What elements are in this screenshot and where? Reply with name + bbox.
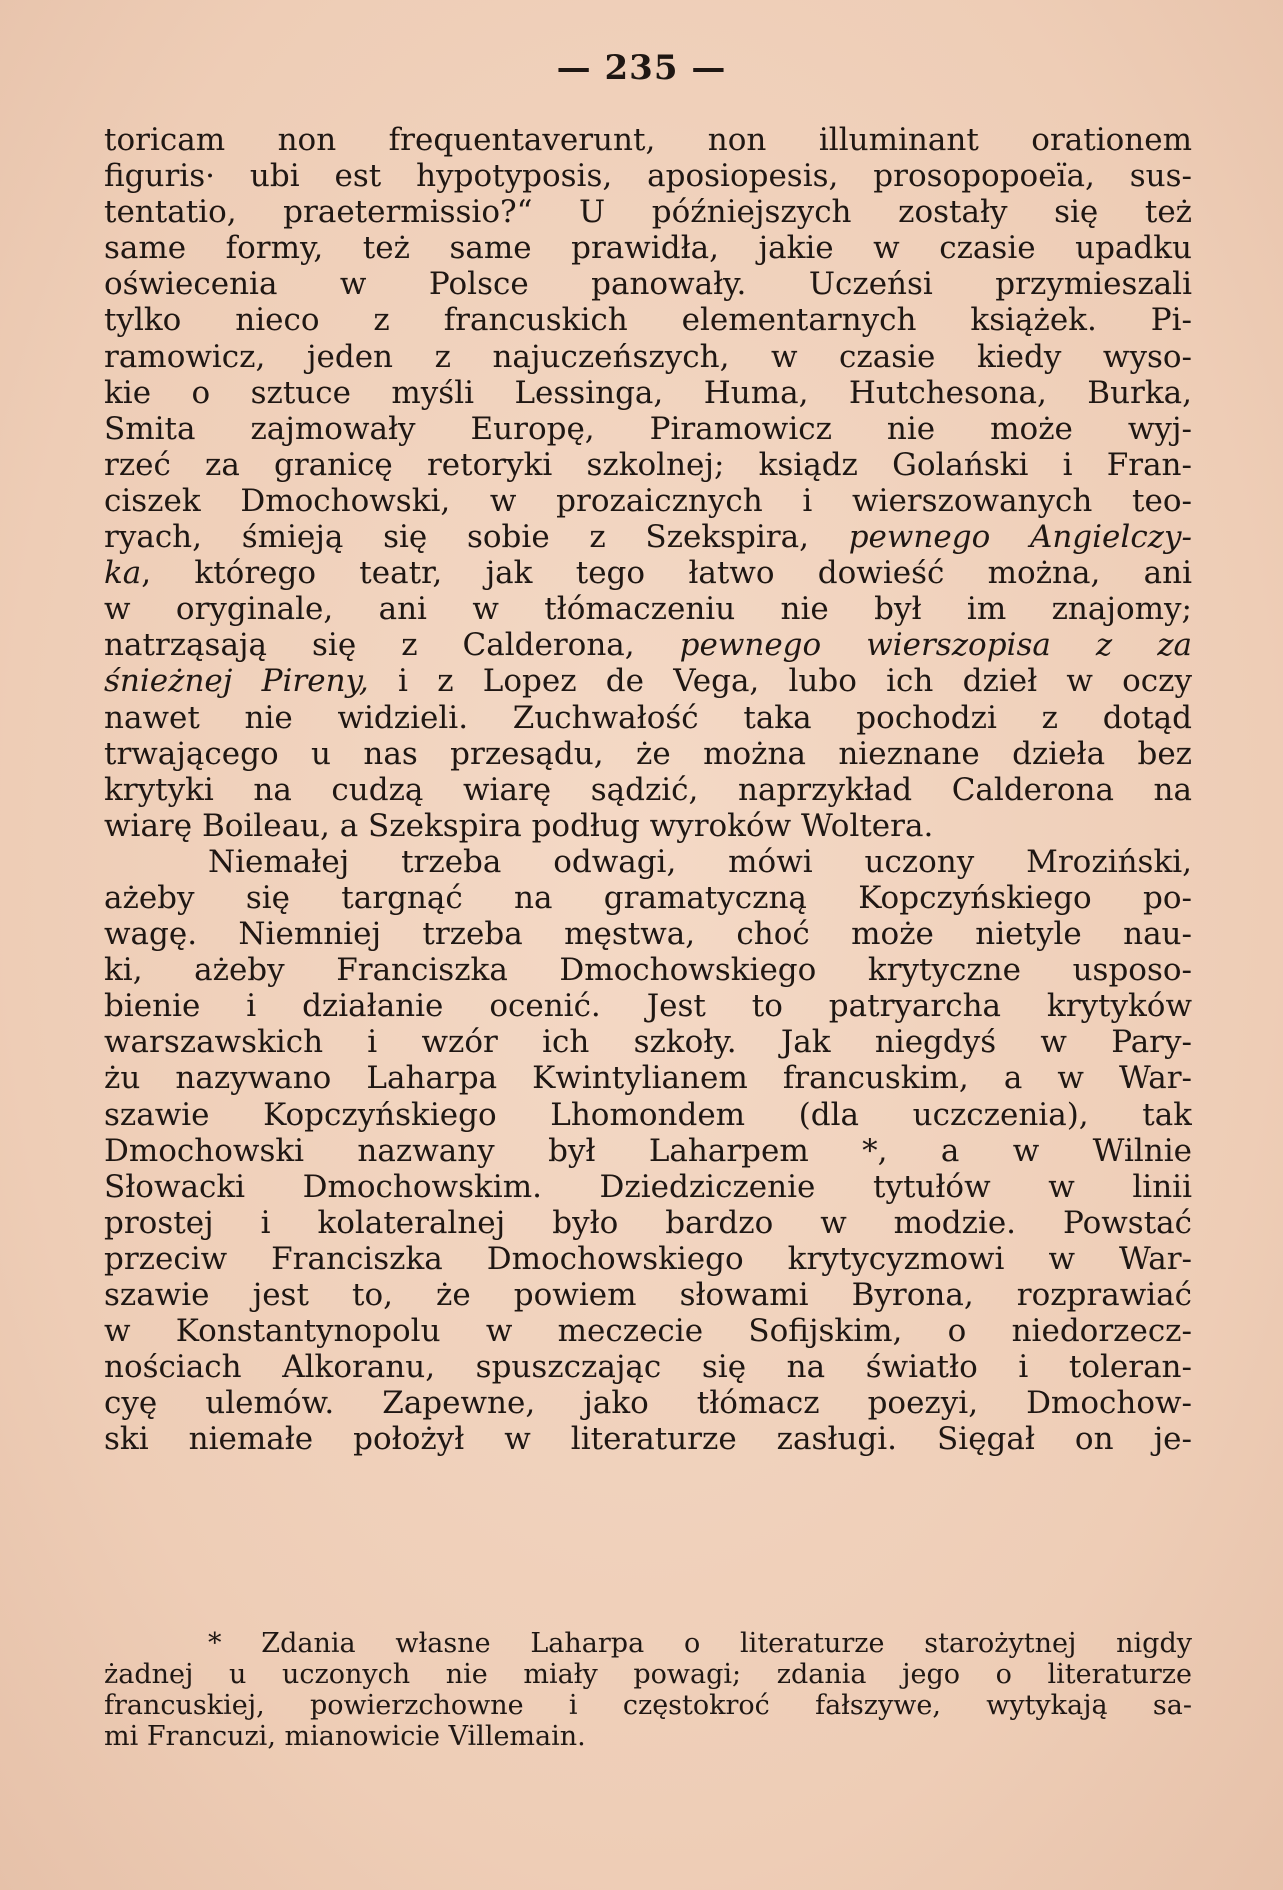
italic-phrase: ka [104, 555, 142, 592]
text-line: przeciw Franciszka Dmochowskiego krytycyzmowi w War- [104, 1240, 1192, 1277]
page-number: — 235 — [556, 48, 727, 88]
text-line: ramowicz, jeden z najuczeńszych, w czasie kiedy wyso- [104, 338, 1192, 375]
text-line: tylko nieco z francuskich elementarnych książek. Pi- [104, 302, 1192, 339]
text-line: figuris· ubi est hypotyposis, aposiopesis, prosopopoeïa, sus- [104, 158, 1192, 195]
text-line: cyę ulemów. Zapewne, jako tłómacz poezyi, Dmochow- [104, 1385, 1192, 1422]
footnote-line: francuskiej, powierzchowne i częstokroć fałszywe, wytykają sa- [104, 1690, 1192, 1721]
italic-phrase: śnieżnej Pireny, [104, 663, 369, 700]
text-line: w oryginale, ani w tłómaczeniu nie był im znajomy; [104, 591, 1192, 628]
text-line: oświecenia w Polsce panowały. Uczeńsi przymieszali [104, 266, 1192, 303]
text-line: kie o sztuce myśli Lessinga, Huma, Hutchesona, Burka, [104, 374, 1192, 411]
text-line [104, 519, 1192, 555]
text-segment: natrząsają się z Calderona, [104, 627, 680, 664]
paragraph-start-line: Niemałej trzeba odwagi, mówi uczony Mroziński, [208, 843, 1192, 880]
text-line: Smita zajmowały Europę, Piramowicz nie może wyj- [104, 410, 1192, 447]
text-line: ski niemałe położył w literaturze zasługi. Sięgał on je- [104, 1421, 1192, 1458]
text-line: ażeby się targnąć na gramatyczną Kopczyńskiego po- [104, 879, 1192, 916]
text-line: Dmochowski nazwany był Laharpem *, a w Wilnie [104, 1132, 1192, 1169]
body-text [104, 122, 1192, 1457]
text-line: wiarę Boileau, a Szekspira podług wyroków Woltera. [104, 807, 934, 844]
text-line: same formy, też same prawidła, jakie w czasie upadku [104, 230, 1192, 267]
text-line [104, 555, 1192, 591]
text-line: ki, ażeby Franciszka Dmochowskiego krytyczne usposo- [104, 952, 1192, 989]
text-line: żu nazywano Laharpa Kwintylianem francuskim, a w War- [104, 1060, 1192, 1097]
text-line: bienie i działanie ocenić. Jest to patryarcha krytyków [104, 988, 1192, 1025]
text-line: wagę. Niemniej trzeba męstwa, choć może nietyle nau- [104, 916, 1192, 953]
footnote-line: żadnej u uczonych nie miały powagi; zdania jego o literaturze [104, 1659, 1192, 1690]
text-line: warszawskich i wzór ich szkoły. Jak niegdyś w Pary- [104, 1024, 1192, 1061]
text-line: krytyki na cudzą wiarę sądzić, naprzykład Calderona na [104, 771, 1192, 808]
text-line: ciszek Dmochowski, w prozaicznych i wierszowanych teo- [104, 482, 1192, 519]
text-segment: , którego teatr, jak tego łatwo dowieść można, ani [141, 555, 1192, 592]
text-line: Słowacki Dmochowskim. Dziedziczenie tytułów w linii [104, 1168, 1192, 1205]
text-line: rzeć za granicę retoryki szkolnej; ksiądz Golański i Fran- [104, 446, 1192, 483]
text-line: szawie jest to, że powiem słowami Byrona, rozprawiać [104, 1277, 1192, 1313]
text-line [104, 627, 1192, 663]
text-line: nawet nie widzieli. Zuchwałość taka pochodzi z dotąd [104, 699, 1192, 736]
text-line: prostej i kolateralnej było bardzo w modzie. Powstać [104, 1204, 1192, 1241]
text-line: nościach Alkoranu, spuszczając się na światło i toleran- [104, 1349, 1192, 1386]
text-line: szawie Kopczyńskiego Lhomondem (dla uczczenia), tak [104, 1096, 1192, 1133]
text-segment: ryach, śmieją się sobie z Szekspira, [104, 519, 849, 556]
italic-phrase: pewnego Angielczy- [848, 519, 1192, 556]
footnote-line: * Zdania własne Laharpa o literaturze starożytnej nigdy [208, 1628, 1192, 1659]
text-line: trwającego u nas przesądu, że można nieznane dzieła bez [104, 735, 1192, 772]
text-line: w Konstantynopolu w meczecie Sofijskim, o niedorzecz- [104, 1313, 1192, 1350]
footnote-line: mi Francuzi, mianowicie Villemain. [104, 1721, 586, 1752]
text-segment: i z Lopez de Vega, lubo ich dzieł w oczy [368, 663, 1192, 700]
text-line [104, 663, 1192, 699]
footnote [104, 1628, 1192, 1752]
text-line: tentatio, praetermissio?“ U późniejszych zostały się też [104, 194, 1192, 231]
italic-phrase: pewnego wierszopisa z za [679, 627, 1192, 664]
text-line: toricam non frequentaverunt, non illuminant orationem [104, 122, 1192, 158]
